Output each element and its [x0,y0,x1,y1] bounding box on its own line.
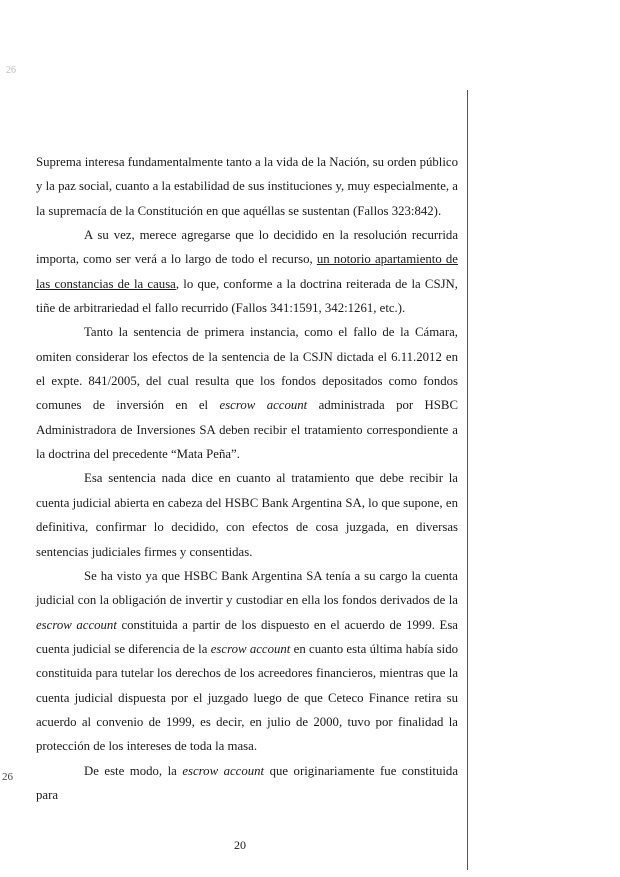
paragraph-p1 [36,150,458,223]
paragraph-p3 [36,320,458,466]
paragraph-text: administrada por HSBC Administradora de Inversiones SA deben recibir el tratamiento correspondiente a la doctrina del precedente “Mata Peña”. [36,398,458,462]
paragraph-text: que originariamente fue constituida para [36,763,459,802]
margin-line-number-top: 26 [6,65,16,76]
italic-term: escrow account [36,617,117,632]
body-text [36,150,458,807]
margin-line-number: 26 [2,771,13,783]
paragraph-text: Esa sentencia nada dice en cuanto al tratamiento que debe recibir la cuenta judicial abierta en cabeza del HSBC Bank Argentina SA, lo que supone, en definitiva, confirmar lo decidido, con efectos de cosa juzgada, en diversas sentencias judiciales firmes y consentidas. [36,471,458,559]
paragraph-p2 [36,223,458,320]
right-margin-rule [467,90,468,870]
underlined-text: un notorio apartamiento de las constancias de la causa [36,252,458,291]
paragraph-p4 [36,466,458,563]
italic-term: escrow account [182,763,265,778]
paragraph-text: Suprema interesa fundamentalmente tanto a la vida de la Nación, su orden público y la paz social, cuanto a la estabilidad de sus instituciones y, muy especialmente, a la supremacía de la Constitución en que aquéllas se sustentan (Fallos 323:842). [36,155,458,218]
paragraph-text: A su vez, merece agregarse que lo decidido en la resolución recurrida importa, como ser verá a lo largo de todo el recurso, [36,228,458,267]
paragraph-text: Tanto la sentencia de primera instancia, como el fallo de la Cámara, omiten considerar los efectos de la sentencia de la CSJN dictada el 6.11.2012 en el expte. 841/2005, del cual resulta que los fondos depositados como fondos comunes de inversión en el [36,325,458,413]
paragraph-text: constituida a partir de los dispuesto en el acuerdo de 1999. Esa cuenta judicial se diferencia de la [36,617,458,656]
paragraph-text: , lo que, conforme a la doctrina reiterada de la CSJN, tiñe de arbitrariedad el fallo recurrido (Fallos 341:1591, 342:1261, etc.). [36,276,458,316]
italic-term: escrow account [210,641,291,656]
italic-term: escrow account [219,398,308,413]
paragraph-text: en cuanto esta última había sido constituida para tutelar los derechos de los acreedores financieros, mientras que la cuenta judicial dispuesta por el juzgado luego de que Ceteco Finance retira su acuerdo al convenio de 1999, es decir, en julio de 2000, tuvo por finalidad la protección de los intereses de toda la masa. [36,641,458,754]
paragraph-text: Se ha visto ya que HSBC Bank Argentina SA tenía a su cargo la cuenta judicial con la obligación de invertir y custodiar en ella los fondos derivados de la [36,568,458,608]
paragraph-p5 [36,564,458,759]
page-number: 20 [234,838,246,852]
paragraph-text: De este modo, la [84,763,183,778]
paragraph-p6 [36,759,458,808]
